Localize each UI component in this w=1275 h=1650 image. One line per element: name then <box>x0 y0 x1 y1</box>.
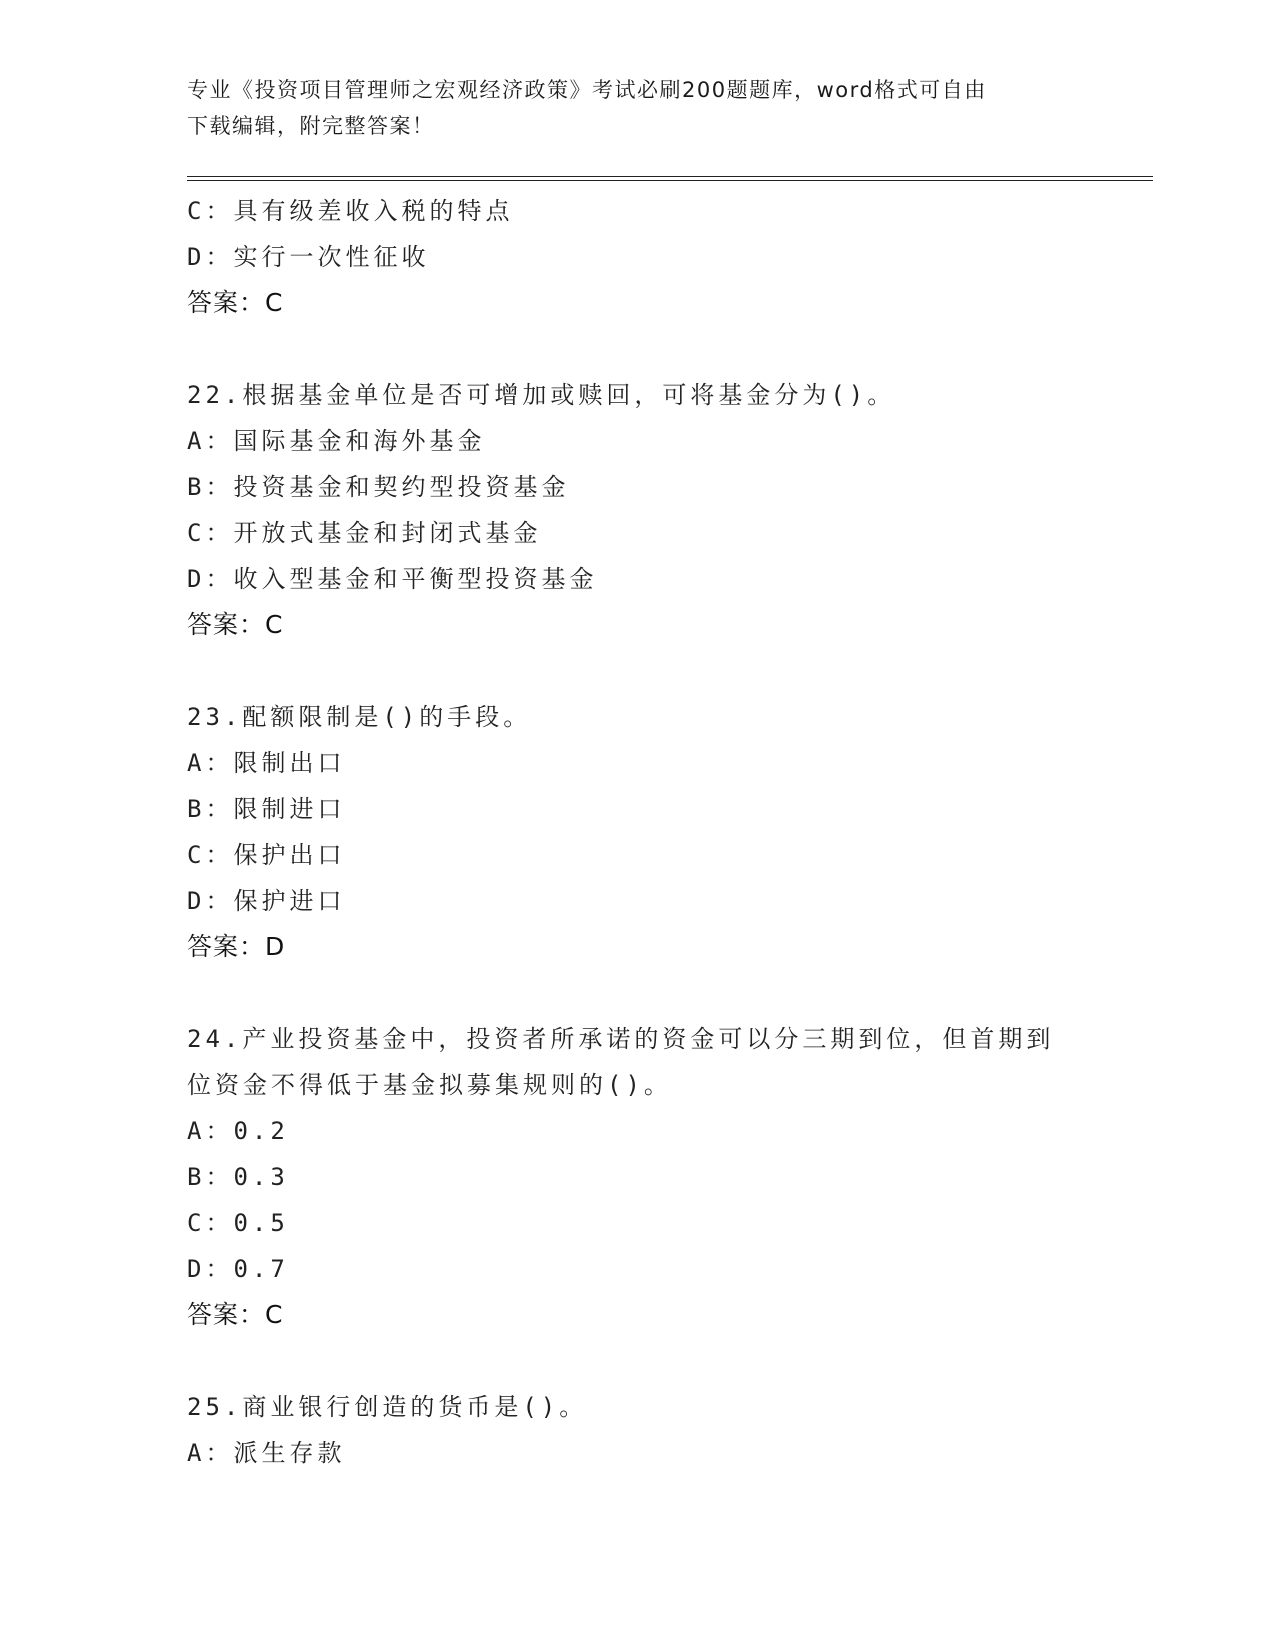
q23-option-a: A：限制出口 <box>187 749 346 777</box>
question-23 <box>187 694 1087 970</box>
q23-option-c: C：保护出口 <box>187 841 346 869</box>
spacer <box>187 970 1087 1016</box>
spacer <box>187 1338 1087 1384</box>
q24-option-b: B：0.3 <box>187 1163 289 1191</box>
q24-option-c: C：0.5 <box>187 1209 289 1237</box>
q21-option-c: C：具有级差收入税的特点 <box>187 197 514 225</box>
q22-option-a: A：国际基金和海外基金 <box>187 427 486 455</box>
header-title-line-1: 专业《投资项目管理师之宏观经济政策》考试必刷200题题库，word格式可自由 <box>187 78 987 102</box>
q23-answer: 答案：D <box>187 932 286 961</box>
q24-stem-line-2: 位资金不得低于基金拟募集规则的()。 <box>187 1071 672 1099</box>
q22-option-b: B：投资基金和契约型投资基金 <box>187 473 570 501</box>
q24-option-a: A：0.2 <box>187 1117 289 1145</box>
question-21-tail <box>187 188 1087 326</box>
q22-stem: 22.根据基金单位是否可增加或赎回，可将基金分为()。 <box>187 381 896 409</box>
q24-stem-line-1: 24.产业投资基金中，投资者所承诺的资金可以分三期到位，但首期到 <box>187 1025 1055 1053</box>
q23-option-b: B：限制进口 <box>187 795 346 823</box>
question-list <box>187 188 1087 1476</box>
q22-option-d: D：收入型基金和平衡型投资基金 <box>187 565 598 593</box>
spacer <box>187 326 1087 372</box>
q22-option-c: C：开放式基金和封闭式基金 <box>187 519 542 547</box>
question-25 <box>187 1384 1087 1476</box>
question-22 <box>187 372 1087 648</box>
q23-stem: 23.配额限制是()的手段。 <box>187 703 532 731</box>
q24-answer: 答案：C <box>187 1300 284 1329</box>
spacer <box>187 648 1087 694</box>
header-title-line-2: 下载编辑，附完整答案！ <box>187 114 435 138</box>
q23-option-d: D：保护进口 <box>187 887 346 915</box>
q25-stem: 25.商业银行创造的货币是()。 <box>187 1393 588 1421</box>
q24-option-d: D：0.7 <box>187 1255 289 1283</box>
question-24 <box>187 1016 1087 1338</box>
q21-option-d: D：实行一次性征收 <box>187 243 430 271</box>
q25-option-a: A：派生存款 <box>187 1439 346 1467</box>
header-double-rule <box>187 176 1153 181</box>
document-header <box>187 72 1067 144</box>
q22-answer: 答案：C <box>187 610 284 639</box>
q21-answer: 答案：C <box>187 288 284 317</box>
